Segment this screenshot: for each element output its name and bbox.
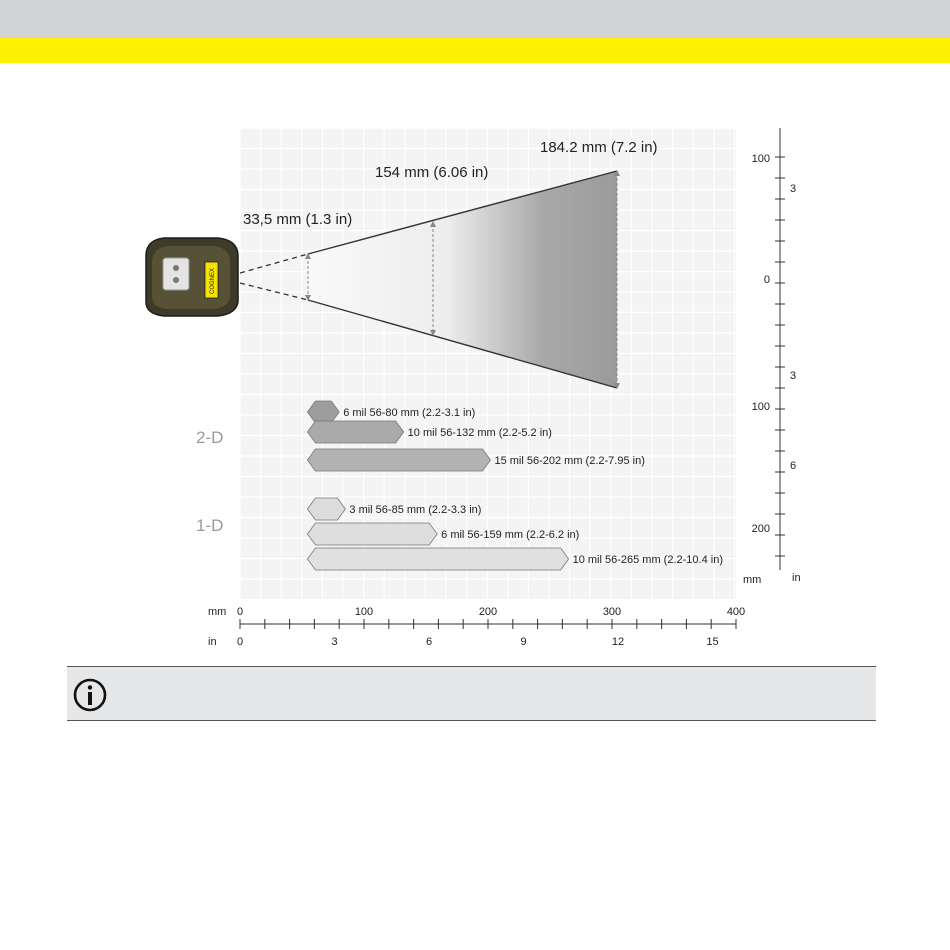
y-tick-mm: 100 <box>751 401 770 413</box>
width-label-far: 184.2 mm (7.2 in) <box>540 139 658 156</box>
device-logo: COGNEX <box>210 267 216 294</box>
x-tick-mm: 300 <box>602 606 622 618</box>
x-tick-in: 3 <box>331 636 338 648</box>
x-axis-in-unit: in <box>208 636 217 648</box>
range-label-1-d-1: 6 mil 56-159 mm (2.2-6.2 in) <box>441 529 580 541</box>
range-bar-2-d-2 <box>307 449 490 471</box>
x-tick-mm: 100 <box>354 606 374 618</box>
range-label-1-d-0: 3 mil 56-85 mm (2.2-3.3 in) <box>349 504 482 516</box>
y-tick-mm: 200 <box>751 523 770 535</box>
x-tick-mm: 200 <box>478 606 498 618</box>
group-label-1d: 1-D <box>196 516 224 535</box>
x-tick-mm: 400 <box>726 606 746 618</box>
x-tick-in: 9 <box>520 636 527 648</box>
y-axis-in-unit: in <box>792 572 801 584</box>
width-label-mid: 154 mm (6.06 in) <box>375 164 489 181</box>
range-bar-1-d-2 <box>307 548 568 570</box>
width-label-near: 33,5 mm (1.3 in) <box>243 211 353 228</box>
range-label-2-d-1: 10 mil 56-132 mm (2.2-5.2 in) <box>407 427 552 439</box>
range-bar-1-d-0 <box>307 498 345 520</box>
x-axis-mm-unit: mm <box>208 606 227 618</box>
info-note-box <box>67 666 876 721</box>
range-label-2-d-0: 6 mil 56-80 mm (2.2-3.1 in) <box>343 407 476 419</box>
x-tick-mm: 0 <box>236 606 244 618</box>
y-tick-in: 6 <box>790 460 797 472</box>
x-tick-in: 0 <box>236 636 244 648</box>
x-tick-in: 12 <box>611 636 625 648</box>
group-label-2d: 2-D <box>196 428 224 447</box>
y-tick-in: 3 <box>790 370 797 382</box>
range-label-1-d-2: 10 mil 56-265 mm (2.2-10.4 in) <box>572 554 724 566</box>
y-tick-mm: 100 <box>751 153 770 165</box>
info-icon <box>72 677 108 713</box>
range-bar-2-d-1 <box>307 421 403 443</box>
range-label-2-d-2: 15 mil 56-202 mm (2.2-7.95 in) <box>494 455 645 467</box>
y-axis-mm-unit: mm <box>743 574 762 586</box>
y-tick-mm: 0 <box>763 274 770 286</box>
range-bar-1-d-1 <box>307 523 437 545</box>
x-tick-in: 6 <box>425 636 433 648</box>
y-tick-in: 3 <box>790 183 797 195</box>
x-tick-in: 15 <box>706 636 719 648</box>
reader-device <box>146 238 238 316</box>
